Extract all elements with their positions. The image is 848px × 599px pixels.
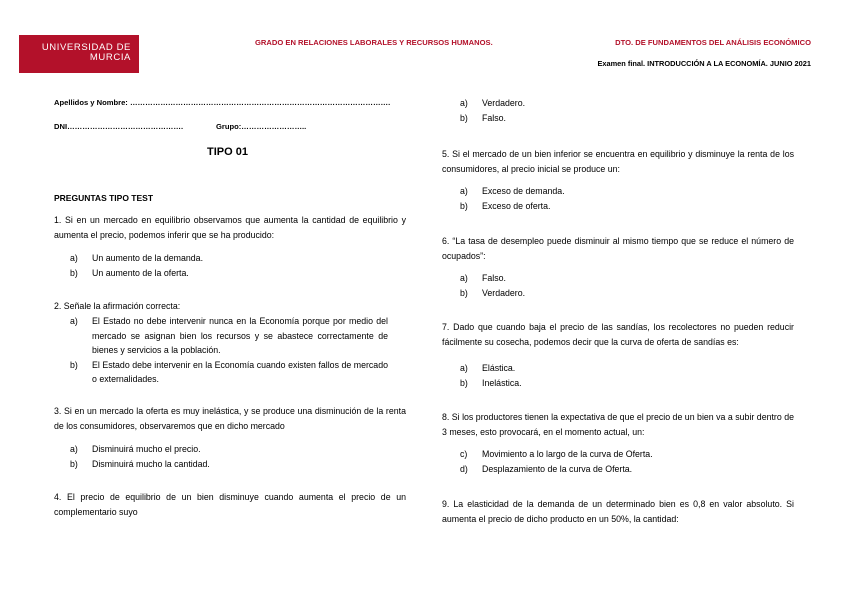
question-9: 9. La elasticidad de la demanda de un determinado bien es 0,8 en valor absoluto. Si aumenta el precio de dicho producto en un 50%, la cantidad: [442,499,794,524]
question-2-options [70,314,388,387]
logo-line-2: MURCIA [89,52,131,63]
option[interactable]: a) Elástica. [460,363,516,373]
option[interactable]: a) Falso. [460,273,506,283]
option[interactable]: b) Exceso de oferta. [460,200,551,211]
department-title: DTO. DE FUNDAMENTOS DEL ANÁLISIS ECONÓMICO [615,38,811,47]
option[interactable]: c) Movimiento a lo largo de la curva de Oferta. [460,449,653,459]
name-field[interactable]: Apellidos y Nombre: …………………………………………………………………………………………. [54,98,391,107]
logo-line-1: UNIVERSIDAD DE [41,42,131,53]
option[interactable]: a) Verdadero. [460,98,526,108]
question-6-options [460,271,525,300]
option[interactable]: d) Desplazamiento de la curva de Oferta. [460,463,633,474]
question-8-options [460,447,653,476]
option[interactable]: b) El Estado debe intervenir en la Economía cuando existen fallos de mercado o externalidades. [70,359,388,384]
exam-title: Examen final. INTRODUCCIÓN A LA ECONOMÍA. JUNIO 2021 [597,59,811,68]
option[interactable]: a) Exceso de demanda. [460,186,565,196]
group-field[interactable]: Grupo:…………………….. [216,122,307,131]
option[interactable]: b) Verdadero. [460,287,526,298]
section-heading: PREGUNTAS TIPO TEST [54,193,154,203]
option[interactable]: a) Un aumento de la demanda. [70,253,204,263]
question-3-options [70,442,210,471]
option[interactable]: b) Falso. [460,112,506,123]
degree-title: GRADO EN RELACIONES LABORALES Y RECURSOS HUMANOS. [255,38,493,47]
option[interactable]: b) Un aumento de la oferta. [70,267,189,278]
dni-field[interactable]: DNI………………………………………. [54,122,184,131]
question-1-options [70,251,203,280]
question-7: 7. Dado que cuando baja el precio de las sandías, los recolectores no pueden reducir fácilmente su cosecha, podemos decir que la curva de oferta de sandías es: [442,322,794,347]
question-3: 3. Si en un mercado la oferta es muy inelástica, y se produce una disminución de la renta de los consumidores, observaremos que en dicho mercado [54,406,406,431]
question-4-options [460,96,525,125]
option[interactable]: b) Disminuirá mucho la cantidad. [70,458,210,469]
university-logo [19,35,139,73]
option[interactable]: b) Inelástica. [460,377,522,388]
option[interactable]: a) El Estado no debe intervenir nunca en la Economía porque por medio del mercado se asignan bien los recursos y se abastece correctamente de bienes y servicios a la población. [70,316,388,355]
exam-type-title: TIPO 01 [207,146,248,158]
question-5-options [460,184,565,213]
question-7-options [460,361,522,390]
question-5: 5. Si el mercado de un bien inferior se encuentra en equilibrio y disminuye la renta de los consumidores, al precio inicial se produce un: [442,149,794,174]
option[interactable]: a) Disminuirá mucho el precio. [70,444,201,454]
question-6: 6. “La tasa de desempleo puede disminuir al mismo tiempo que se reduce el número de ocupados”: [442,236,794,261]
question-4: 4. El precio de equilibrio de un bien disminuye cuando aumenta el precio de un complementario suyo [54,492,406,517]
question-2: 2. Señale la afirmación correcta: [54,301,181,311]
question-8: 8. Si los productores tienen la expectativa de que el precio de un bien va a subir dentro de 3 meses, esto provocará, en el momento actual, un: [442,412,794,437]
question-1: 1. Si en un mercado en equilibrio observamos que aumenta la cantidad de equilibrio y aumenta el precio, podemos inferir que se ha producido: [54,215,406,240]
